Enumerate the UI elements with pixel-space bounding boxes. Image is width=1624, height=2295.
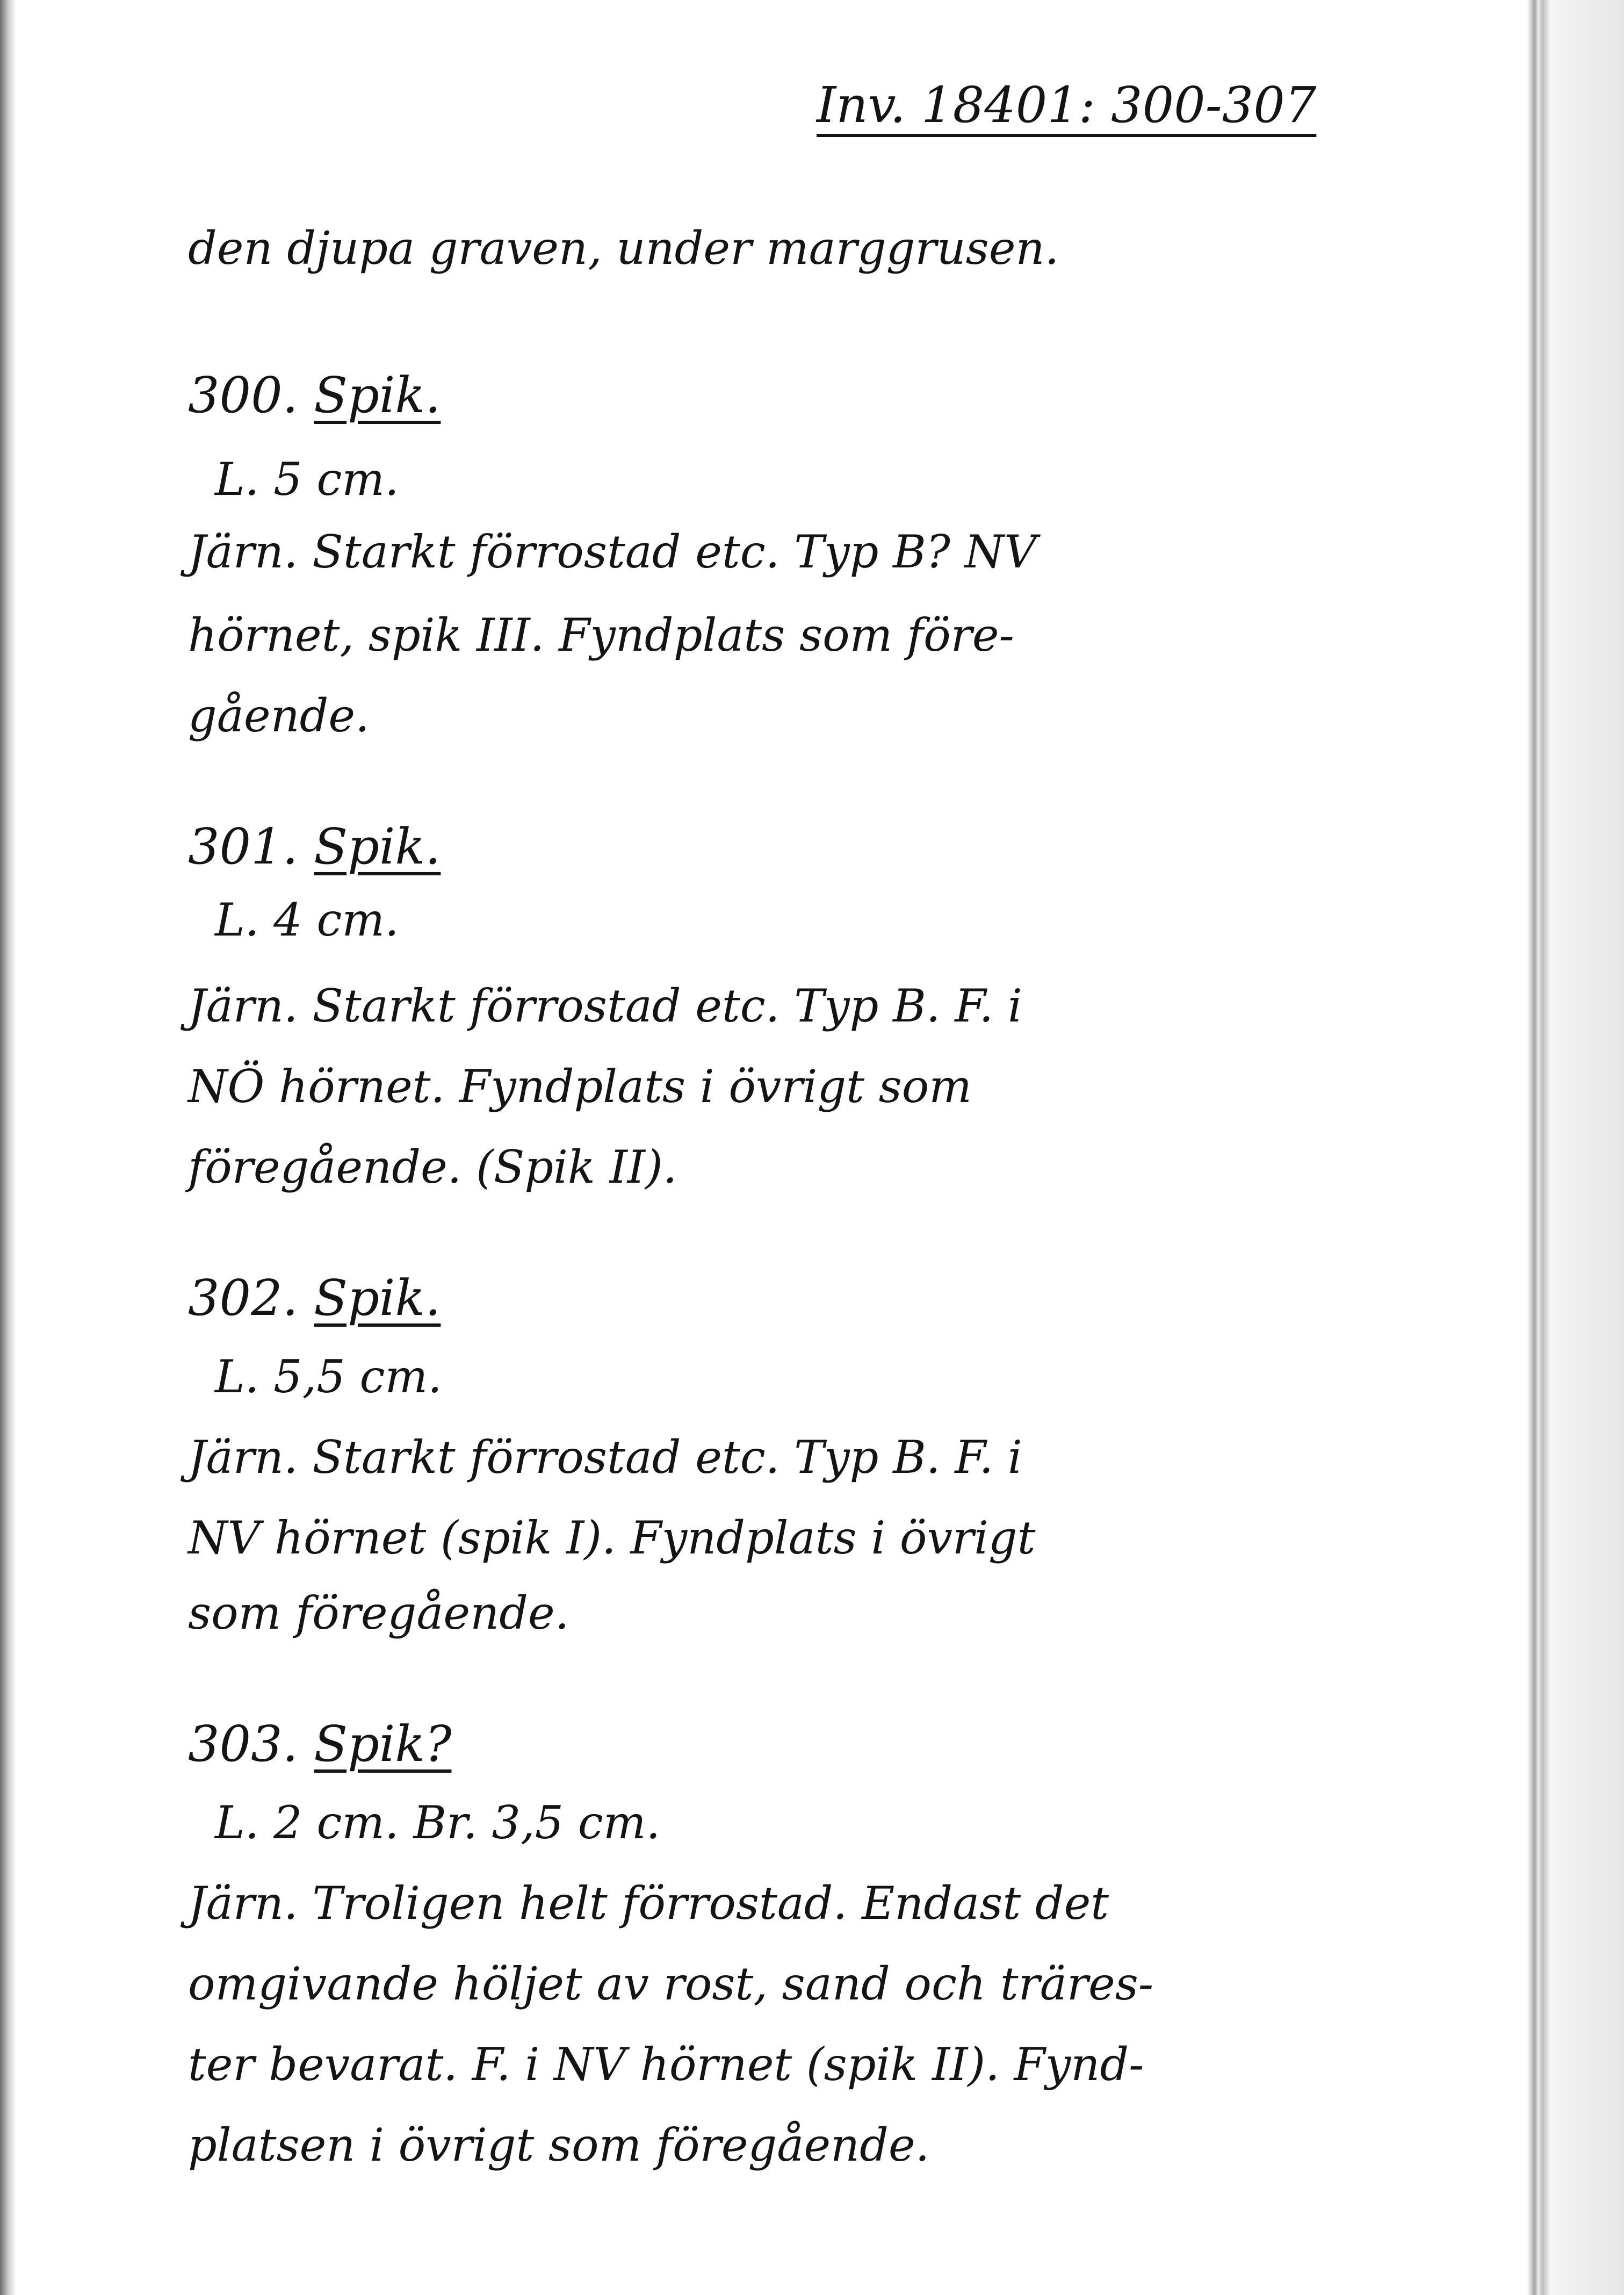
entry-303-line-4: platsen i övrigt som föregående. — [188, 2119, 930, 2171]
book-page-edges — [1527, 0, 1624, 2295]
entry-302-measure: L. 5,5 cm. — [215, 1350, 442, 1403]
entry-number: 300. — [188, 366, 298, 424]
entry-301-line-1: Järn. Starkt förrostad etc. Typ B. F. i — [188, 980, 1022, 1032]
entry-number: 301. — [188, 818, 298, 875]
entry-name: Spik. — [314, 1269, 441, 1327]
entry-300-title — [188, 366, 441, 424]
entry-name: Spik? — [314, 1715, 452, 1773]
entry-300-line-2: hörnet, spik III. Fyndplats som före- — [188, 609, 1014, 661]
inventory-reference: Inv. 18401: 300-307 — [817, 76, 1317, 134]
intro-line: den djupa graven, under marggrusen. — [188, 222, 1059, 275]
entry-303-line-3: ter bevarat. F. i NV hörnet (spik II). Fynd- — [188, 2038, 1144, 2091]
entry-number: 303. — [188, 1715, 298, 1773]
entry-302-title — [188, 1269, 441, 1327]
entry-302-line-2: NV hörnet (spik I). Fyndplats i övrigt — [188, 1512, 1036, 1564]
entry-303-line-1: Järn. Troligen helt förrostad. Endast det — [188, 1877, 1109, 1930]
entry-300-line-1: Järn. Starkt förrostad etc. Typ B? NV — [188, 526, 1037, 578]
entry-number: 302. — [188, 1269, 298, 1327]
entry-300-line-3: gående. — [188, 689, 370, 742]
entry-302-line-3: som föregående. — [188, 1587, 569, 1639]
entry-303-title — [188, 1715, 452, 1773]
entry-name: Spik. — [314, 366, 441, 424]
entry-302-line-1: Järn. Starkt förrostad etc. Typ B. F. i — [188, 1431, 1022, 1484]
page-shadow-left — [0, 0, 16, 2295]
entry-name: Spik. — [314, 818, 441, 875]
entry-303-line-2: omgivande höljet av rost, sand och träres- — [188, 1958, 1154, 2010]
entry-301-title — [188, 818, 441, 875]
entry-300-measure: L. 5 cm. — [215, 453, 399, 506]
entry-301-measure: L. 4 cm. — [215, 894, 399, 946]
entry-301-line-3: föregående. (Spik II). — [188, 1141, 677, 1193]
entry-301-line-2: NÖ hörnet. Fyndplats i övrigt som — [188, 1060, 972, 1113]
entry-303-measure: L. 2 cm. Br. 3,5 cm. — [215, 1796, 661, 1849]
